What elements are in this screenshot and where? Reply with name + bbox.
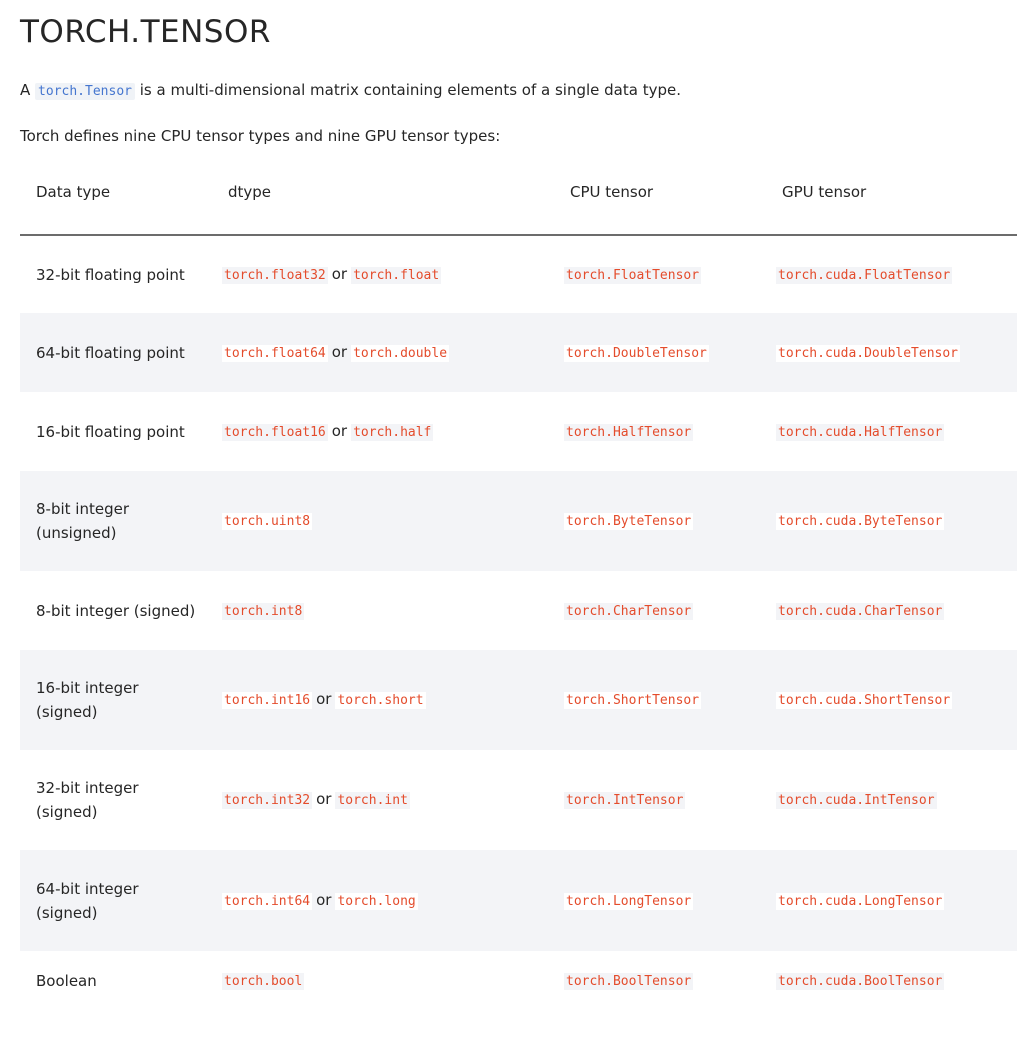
dtype-code[interactable]: torch.int <box>337 793 408 808</box>
gpu-tensor-code[interactable]: torch.cuda.DoubleTensor <box>778 345 959 361</box>
dtype-code[interactable]: torch.int16 <box>224 693 311 708</box>
cpu-tensor-cell <box>554 235 766 313</box>
table-row <box>20 571 1017 650</box>
dtype-cell <box>212 471 554 571</box>
table-row <box>20 313 1017 392</box>
dtype-code[interactable]: torch.float64 <box>224 345 326 361</box>
dtype-code[interactable]: torch.float <box>353 267 440 283</box>
table-row <box>20 392 1017 471</box>
cpu-tensor-cell <box>554 850 766 951</box>
data-type-cell: 16-bit integer (signed) <box>36 679 139 721</box>
data-type-cell: 32-bit integer (signed) <box>36 779 139 821</box>
gpu-tensor-code[interactable]: torch.cuda.HalfTensor <box>778 424 943 440</box>
cpu-tensor-code[interactable]: torch.ByteTensor <box>566 514 692 529</box>
gpu-tensor-code[interactable]: torch.cuda.LongTensor <box>778 893 943 909</box>
gpu-tensor-code[interactable]: torch.cuda.CharTensor <box>778 603 943 619</box>
data-type-cell: Boolean <box>36 972 97 990</box>
dtype-code[interactable]: torch.long <box>337 893 416 909</box>
dtype-cell <box>212 235 554 313</box>
gpu-tensor-cell <box>766 392 1017 471</box>
gpu-tensor-code[interactable]: torch.cuda.FloatTensor <box>778 267 951 283</box>
dtype-code[interactable]: torch.int32 <box>224 793 311 808</box>
gpu-tensor-cell <box>766 471 1017 571</box>
tensor-types-table <box>20 150 1017 1011</box>
intro-suffix: is a multi-dimensional matrix containing elements of a single data type. <box>139 81 681 99</box>
gpu-tensor-code[interactable]: torch.cuda.IntTensor <box>778 793 935 808</box>
table-row <box>20 951 1017 1011</box>
or-separator: or <box>316 890 332 909</box>
header-cpu-tensor: CPU tensor <box>554 150 766 235</box>
data-type-cell: 64-bit integer (signed) <box>36 879 139 922</box>
header-dtype: dtype <box>212 150 554 235</box>
intro-paragraph <box>20 81 681 99</box>
cpu-tensor-cell <box>554 471 766 571</box>
dtype-cell <box>212 313 554 392</box>
page-title: TORCH.TENSOR <box>20 14 271 50</box>
intro-prefix: A <box>20 81 31 99</box>
cpu-tensor-code[interactable]: torch.IntTensor <box>566 793 684 808</box>
gpu-tensor-code[interactable]: torch.cuda.ShortTensor <box>778 693 951 708</box>
dtype-code[interactable]: torch.uint8 <box>224 514 311 529</box>
table-row <box>20 235 1017 313</box>
cpu-tensor-code[interactable]: torch.LongTensor <box>566 893 692 909</box>
dtype-code[interactable]: torch.int8 <box>224 603 303 619</box>
or-separator: or <box>316 790 332 808</box>
data-type-cell: 8-bit integer (unsigned) <box>36 500 129 542</box>
cpu-tensor-cell <box>554 650 766 750</box>
table-header-row <box>20 150 1017 235</box>
gpu-tensor-code[interactable]: torch.cuda.BoolTensor <box>778 974 943 989</box>
table-row <box>20 750 1017 850</box>
dtype-code[interactable]: torch.half <box>353 424 432 440</box>
dtype-cell <box>212 392 554 471</box>
cpu-tensor-code[interactable]: torch.FloatTensor <box>566 267 700 283</box>
gpu-tensor-cell <box>766 951 1017 1011</box>
table-row <box>20 650 1017 750</box>
cpu-tensor-code[interactable]: torch.DoubleTensor <box>566 345 707 361</box>
gpu-tensor-cell <box>766 650 1017 750</box>
gpu-tensor-cell <box>766 313 1017 392</box>
or-separator: or <box>331 342 348 361</box>
cpu-tensor-code[interactable]: torch.BoolTensor <box>566 974 692 989</box>
table-row <box>20 471 1017 571</box>
dtype-cell <box>212 750 554 850</box>
gpu-tensor-code[interactable]: torch.cuda.ByteTensor <box>778 514 943 529</box>
dtype-code[interactable]: torch.double <box>353 345 448 361</box>
header-gpu-tensor: GPU tensor <box>766 150 1017 235</box>
dtype-code[interactable]: torch.short <box>337 693 424 708</box>
cpu-tensor-code[interactable]: torch.ShortTensor <box>566 693 700 708</box>
cpu-tensor-cell <box>554 571 766 650</box>
data-type-cell: 8-bit integer (signed) <box>36 601 196 620</box>
gpu-tensor-cell <box>766 750 1017 850</box>
data-type-cell: 32-bit floating point <box>36 265 185 284</box>
dtype-cell <box>212 650 554 750</box>
dtype-code[interactable]: torch.int64 <box>224 893 311 909</box>
cpu-tensor-cell <box>554 951 766 1011</box>
cpu-tensor-cell <box>554 750 766 850</box>
cpu-tensor-code[interactable]: torch.HalfTensor <box>566 424 692 440</box>
data-type-cell: 64-bit floating point <box>36 343 185 362</box>
gpu-tensor-cell <box>766 571 1017 650</box>
dtype-code[interactable]: torch.float32 <box>224 267 326 283</box>
torch-tensor-link[interactable]: torch.Tensor <box>35 83 135 100</box>
or-separator: or <box>331 421 348 440</box>
dtype-cell <box>212 951 554 1011</box>
or-separator: or <box>331 264 348 283</box>
dtype-cell <box>212 571 554 650</box>
dtype-code[interactable]: torch.bool <box>224 974 303 989</box>
header-data-type: Data type <box>20 150 212 235</box>
table-row <box>20 850 1017 951</box>
dtype-cell <box>212 850 554 951</box>
subintro-paragraph: Torch defines nine CPU tensor types and nine GPU tensor types: <box>20 127 501 145</box>
gpu-tensor-cell <box>766 235 1017 313</box>
cpu-tensor-cell <box>554 392 766 471</box>
or-separator: or <box>316 690 332 708</box>
cpu-tensor-cell <box>554 313 766 392</box>
gpu-tensor-cell <box>766 850 1017 951</box>
data-type-cell: 16-bit floating point <box>36 422 185 441</box>
dtype-code[interactable]: torch.float16 <box>224 424 326 440</box>
cpu-tensor-code[interactable]: torch.CharTensor <box>566 603 692 619</box>
